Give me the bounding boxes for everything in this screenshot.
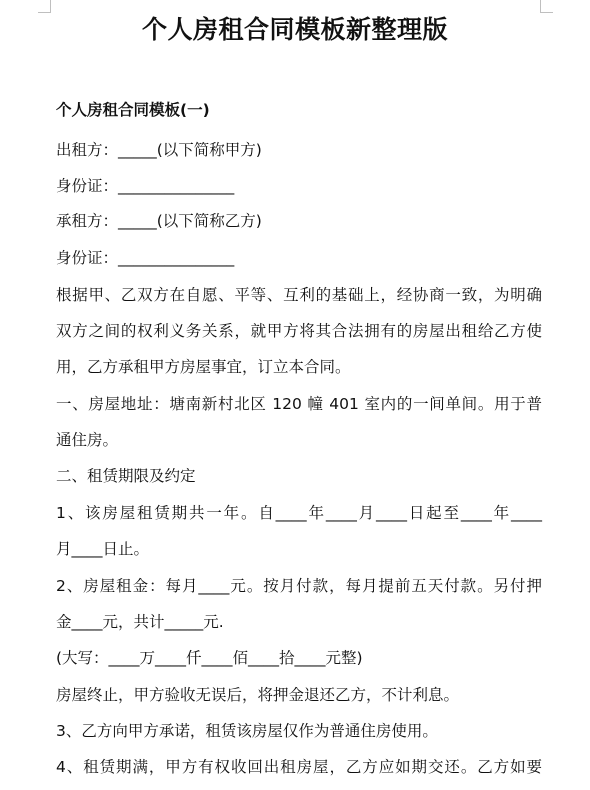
paragraph-line: 1、该房屋租赁期共一年。自____年____月____日起至____年____	[56, 504, 542, 522]
section-title: 个人房租合同模板(一)	[56, 101, 210, 119]
paragraph-line: 2、房屋租金：每月____元。按月付款，每月提前五天付款。另付押	[56, 577, 542, 595]
paragraph-line: 月____日止。	[56, 540, 150, 558]
document-title: 个人房租合同模板新整理版	[141, 15, 448, 44]
paragraph-line: (大写：____万____仟____佰____拾____元整)	[56, 649, 363, 667]
paragraph-line: 用，乙方承租甲方房屋事宜，订立本合同。	[56, 358, 351, 376]
paragraph-line: 根据甲、乙双方在自愿、平等、互利的基础上，经协商一致，为明确	[56, 286, 542, 304]
lessor-line: 出租方：_____(以下简称甲方)	[56, 141, 262, 159]
clause-heading: 二、租赁期限及约定	[56, 467, 196, 485]
lessee-line: 承租方：_____(以下简称乙方)	[56, 212, 262, 230]
lessee-id-line: 身份证：_______________	[56, 249, 235, 267]
lessor-id-line: 身份证：_______________	[56, 177, 235, 195]
paragraph-line: 双方之间的权利义务关系，就甲方将其合法拥有的房屋出租给乙方使	[56, 322, 542, 340]
paragraph-line: 房屋终止，甲方验收无误后，将押金退还乙方，不计利息。	[56, 686, 460, 704]
paragraph-line: 4、租赁期满，甲方有权收回出租房屋，乙方应如期交还。乙方如要	[56, 758, 542, 776]
paragraph-line: 一、房屋地址：塘南新村北区 120 幢 401 室内的一间单间。用于普	[56, 395, 542, 413]
paragraph-line: 3、乙方向甲方承诺，租赁该房屋仅作为普通住房使用。	[56, 722, 438, 740]
paragraph-line: 金____元，共计_____元.	[56, 613, 224, 631]
paragraph-line: 通住房。	[56, 431, 119, 449]
